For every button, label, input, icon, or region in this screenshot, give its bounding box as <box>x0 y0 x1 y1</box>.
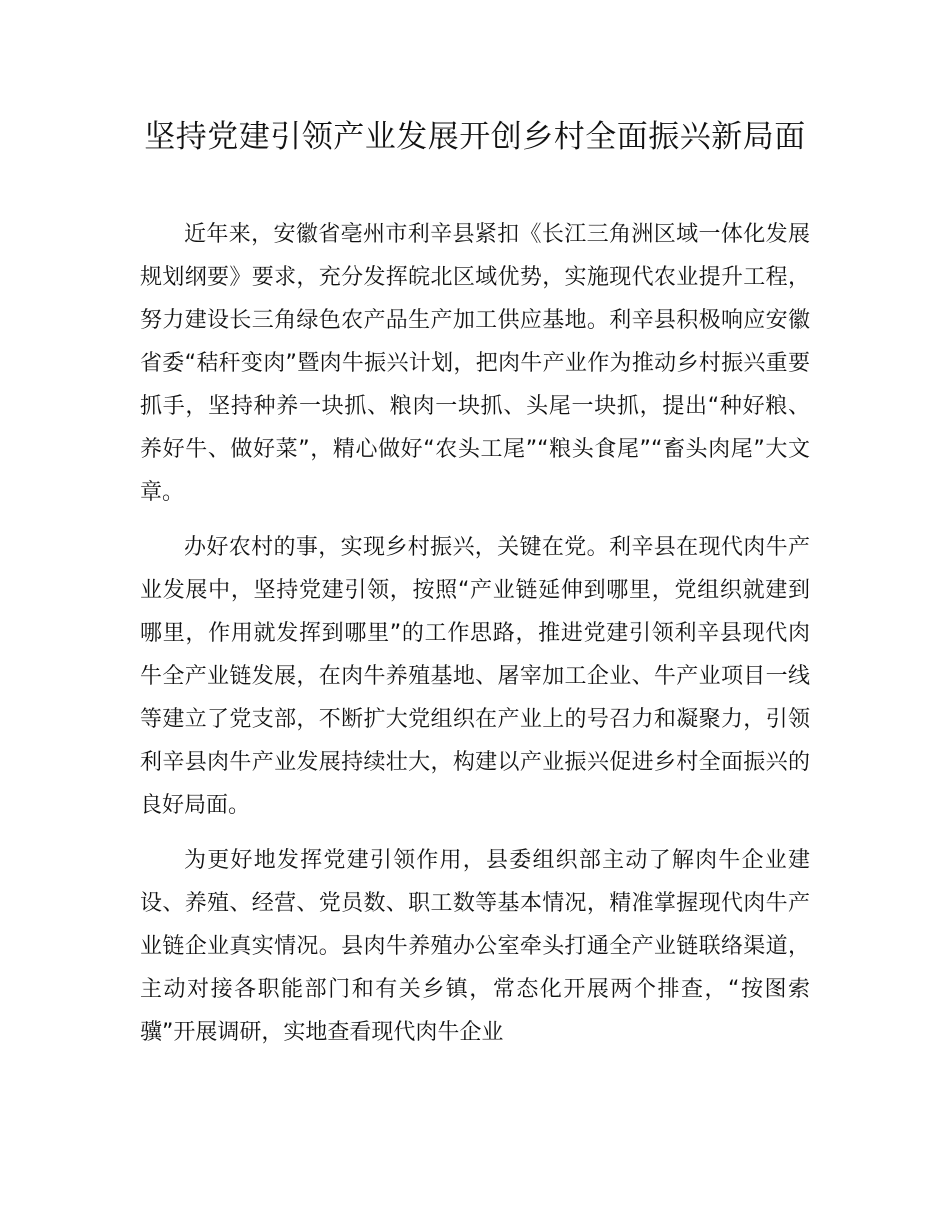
document-title: 坚持党建引领产业发展开创乡村全面振兴新局面 <box>144 119 806 155</box>
paragraph: 为更好地发挥党建引领作用，县委组织部主动了解肉牛企业建设、养殖、经营、党员数、职工数等基本情况，精准掌握现代肉牛产业链企业真实情况。县肉牛养殖办公室牵头打通全产业链联络渠道，主动对接各职能部门和有关乡镇，常态化开展两个排查，“按图索骥”开展调研，实地查看现代肉牛企业 <box>140 848 810 1045</box>
document-body <box>140 213 810 1066</box>
paragraph: 近年来，安徽省亳州市利辛县紧扣《长江三角洲区域一体化发展规划纲要》要求，充分发挥皖北区域优势，实施现代农业提升工程，努力建设长三角绿色农产品生产加工供应基地。利辛县积极响应安徽省委“秸秆变肉”暨肉牛振兴计划，把肉牛产业作为推动乡村振兴重要抓手，坚持种养一块抓、粮肉一块抓、头尾一块抓，提出“种好粮、养好牛、做好菜”，精心做好“农头工尾”“粮头食尾”“畜头肉尾”大文章。 <box>140 222 810 505</box>
paragraph: 办好农村的事，实现乡村振兴，关键在党。利辛县在现代肉牛产业发展中，坚持党建引领，按照“产业链延伸到哪里，党组织就建到哪里，作用就发挥到哪里”的工作思路，推进党建引领利辛县现代肉牛全产业链发展，在肉牛养殖基地、屠宰加工企业、牛产业项目一线等建立了党支部，不断扩大党组织在产业上的号召力和凝聚力，引领利辛县肉牛产业发展持续壮大，构建以产业振兴促进乡村全面振兴的良好局面。 <box>140 535 810 818</box>
